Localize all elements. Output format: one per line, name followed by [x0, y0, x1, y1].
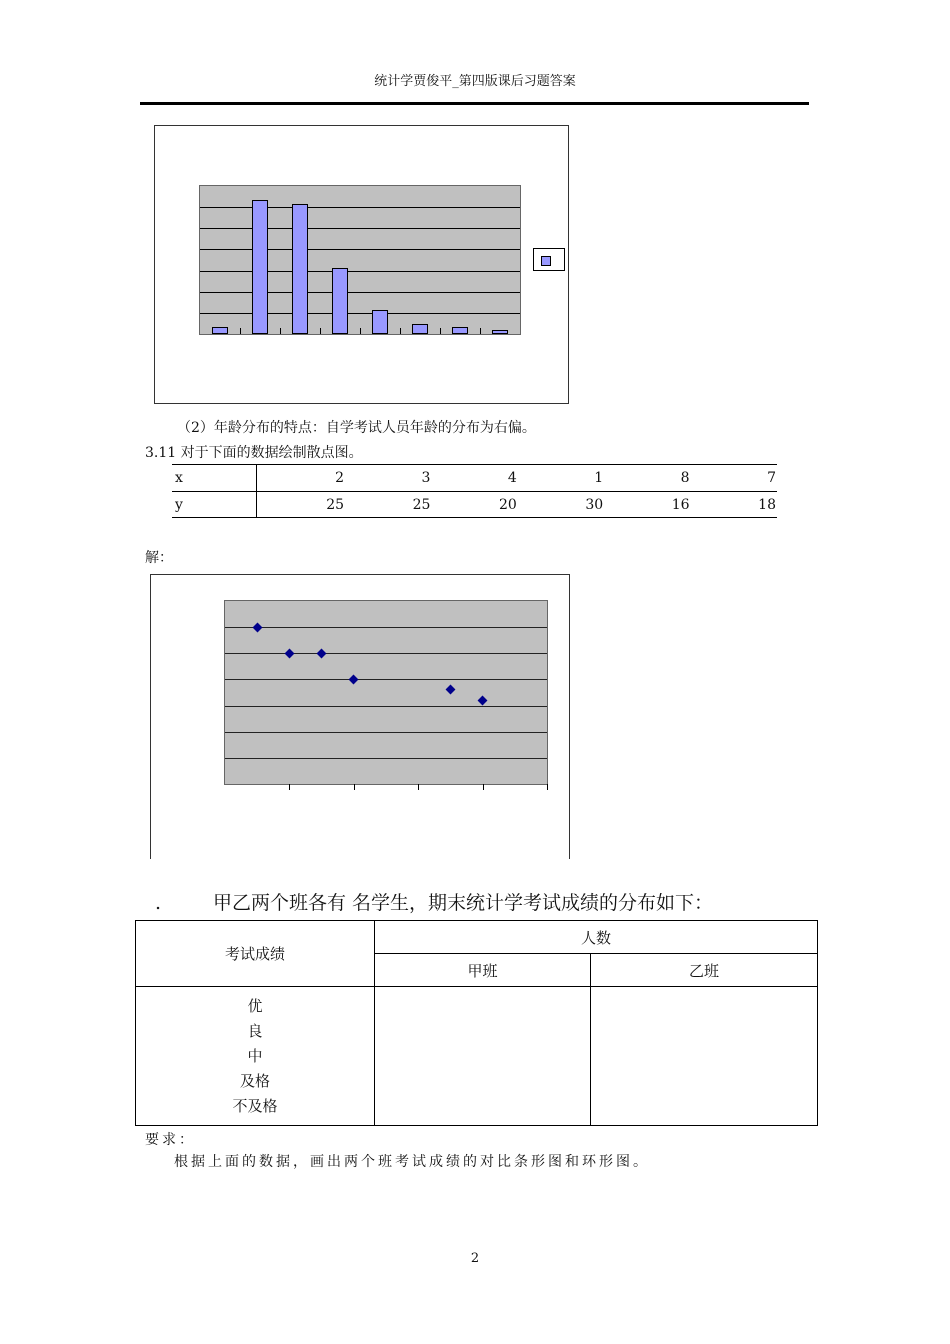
class-b-values-cell	[591, 987, 818, 1126]
histogram-bar	[292, 204, 308, 334]
table-row	[136, 987, 818, 1126]
gridline	[200, 313, 520, 314]
grade-label: 不及格	[232, 1096, 278, 1115]
histogram-bar	[332, 268, 348, 334]
question-312-number: .	[155, 892, 162, 914]
x-value-cell: 8	[604, 465, 690, 492]
scatter-point	[349, 675, 359, 685]
histogram-bar	[452, 327, 468, 334]
grade-list-cell	[136, 987, 375, 1126]
header-title: 统计学贾俊平_第四版课后习题答案	[374, 74, 576, 89]
histogram-frame	[154, 125, 569, 404]
x-value-cell: 4	[431, 465, 517, 492]
gridline	[225, 653, 547, 654]
y-value-cell: 16	[604, 492, 690, 518]
header-rule	[140, 102, 809, 105]
gridline	[225, 758, 547, 759]
answer-label: 解：	[145, 550, 173, 566]
grade-label: 优	[247, 996, 263, 1015]
gridline	[225, 679, 547, 680]
table-row-y	[172, 492, 777, 518]
scatter-point	[478, 696, 488, 706]
histogram-bar	[492, 330, 508, 334]
header-class-b-cell: 乙班	[591, 954, 818, 987]
y-value-cell: 25	[257, 492, 346, 518]
gridline	[200, 249, 520, 250]
requirement-text: 根据上面的数据，画出两个班考试成绩的对比条形图和环形图。	[174, 1154, 650, 1170]
x-value-cell: 2	[257, 465, 346, 492]
x-axis-tick	[440, 328, 441, 334]
y-value-cell: 25	[345, 492, 431, 518]
table-header-row	[136, 921, 818, 954]
x-value-cell: 3	[345, 465, 431, 492]
gridline	[200, 207, 520, 208]
x-axis-tick	[400, 328, 401, 334]
header-people-cell: 人数	[375, 921, 818, 954]
x-value-cell: 1	[518, 465, 604, 492]
scatter-plot-area	[224, 600, 548, 785]
gridline	[225, 706, 547, 707]
header-class-a-cell: 甲班	[375, 954, 591, 987]
gridline	[225, 627, 547, 628]
histogram-plot-area	[199, 185, 521, 335]
x-axis-tick	[483, 784, 484, 790]
x-axis-tick	[289, 784, 290, 790]
scatter-point	[446, 685, 456, 695]
scatter-frame	[150, 574, 570, 859]
table-row-x	[172, 465, 777, 492]
x-axis-tick	[280, 328, 281, 334]
xy-data-table	[172, 464, 777, 518]
x-axis-tick	[547, 784, 548, 790]
gridline	[225, 732, 547, 733]
gridline	[200, 271, 520, 272]
legend-swatch-icon	[541, 256, 551, 266]
histogram-bar	[212, 327, 228, 334]
page-number: 2	[470, 1251, 480, 1266]
x-axis-tick	[360, 328, 361, 334]
grades-table	[135, 920, 818, 1126]
question-311-title: 3.11 对于下面的数据绘制散点图。	[145, 445, 363, 461]
y-label-cell: y	[172, 492, 257, 518]
x-axis-tick	[240, 328, 241, 334]
x-axis-tick	[320, 328, 321, 334]
header-score-cell: 考试成绩	[136, 921, 375, 987]
histogram-legend	[533, 248, 565, 271]
y-value-cell: 20	[431, 492, 517, 518]
x-axis-tick	[480, 328, 481, 334]
scatter-point	[285, 649, 295, 659]
question-312-text: 甲乙两个班各有 名学生，期末统计学考试成绩的分布如下：	[213, 892, 714, 914]
x-axis-tick	[418, 784, 419, 790]
y-value-cell: 18	[691, 492, 777, 518]
x-label-cell: x	[172, 465, 257, 492]
scatter-point	[253, 623, 263, 633]
y-value-cell: 30	[518, 492, 604, 518]
x-value-cell: 7	[691, 465, 777, 492]
gridline	[200, 228, 520, 229]
histogram-bar	[252, 200, 268, 334]
x-axis-tick	[354, 784, 355, 790]
grade-label: 良	[247, 1021, 263, 1040]
class-a-values-cell	[375, 987, 591, 1126]
grade-label: 中	[247, 1046, 263, 1065]
requirement-label: 要求：	[145, 1132, 196, 1148]
histogram-bar	[372, 310, 388, 334]
histogram-bar	[412, 324, 428, 334]
scatter-point	[317, 649, 327, 659]
paragraph-age-distribution: （2）年龄分布的特点：自学考试人员年龄的分布为右偏。	[177, 420, 536, 436]
grade-label: 及格	[239, 1071, 270, 1090]
gridline	[200, 292, 520, 293]
question-312-title	[155, 888, 815, 915]
